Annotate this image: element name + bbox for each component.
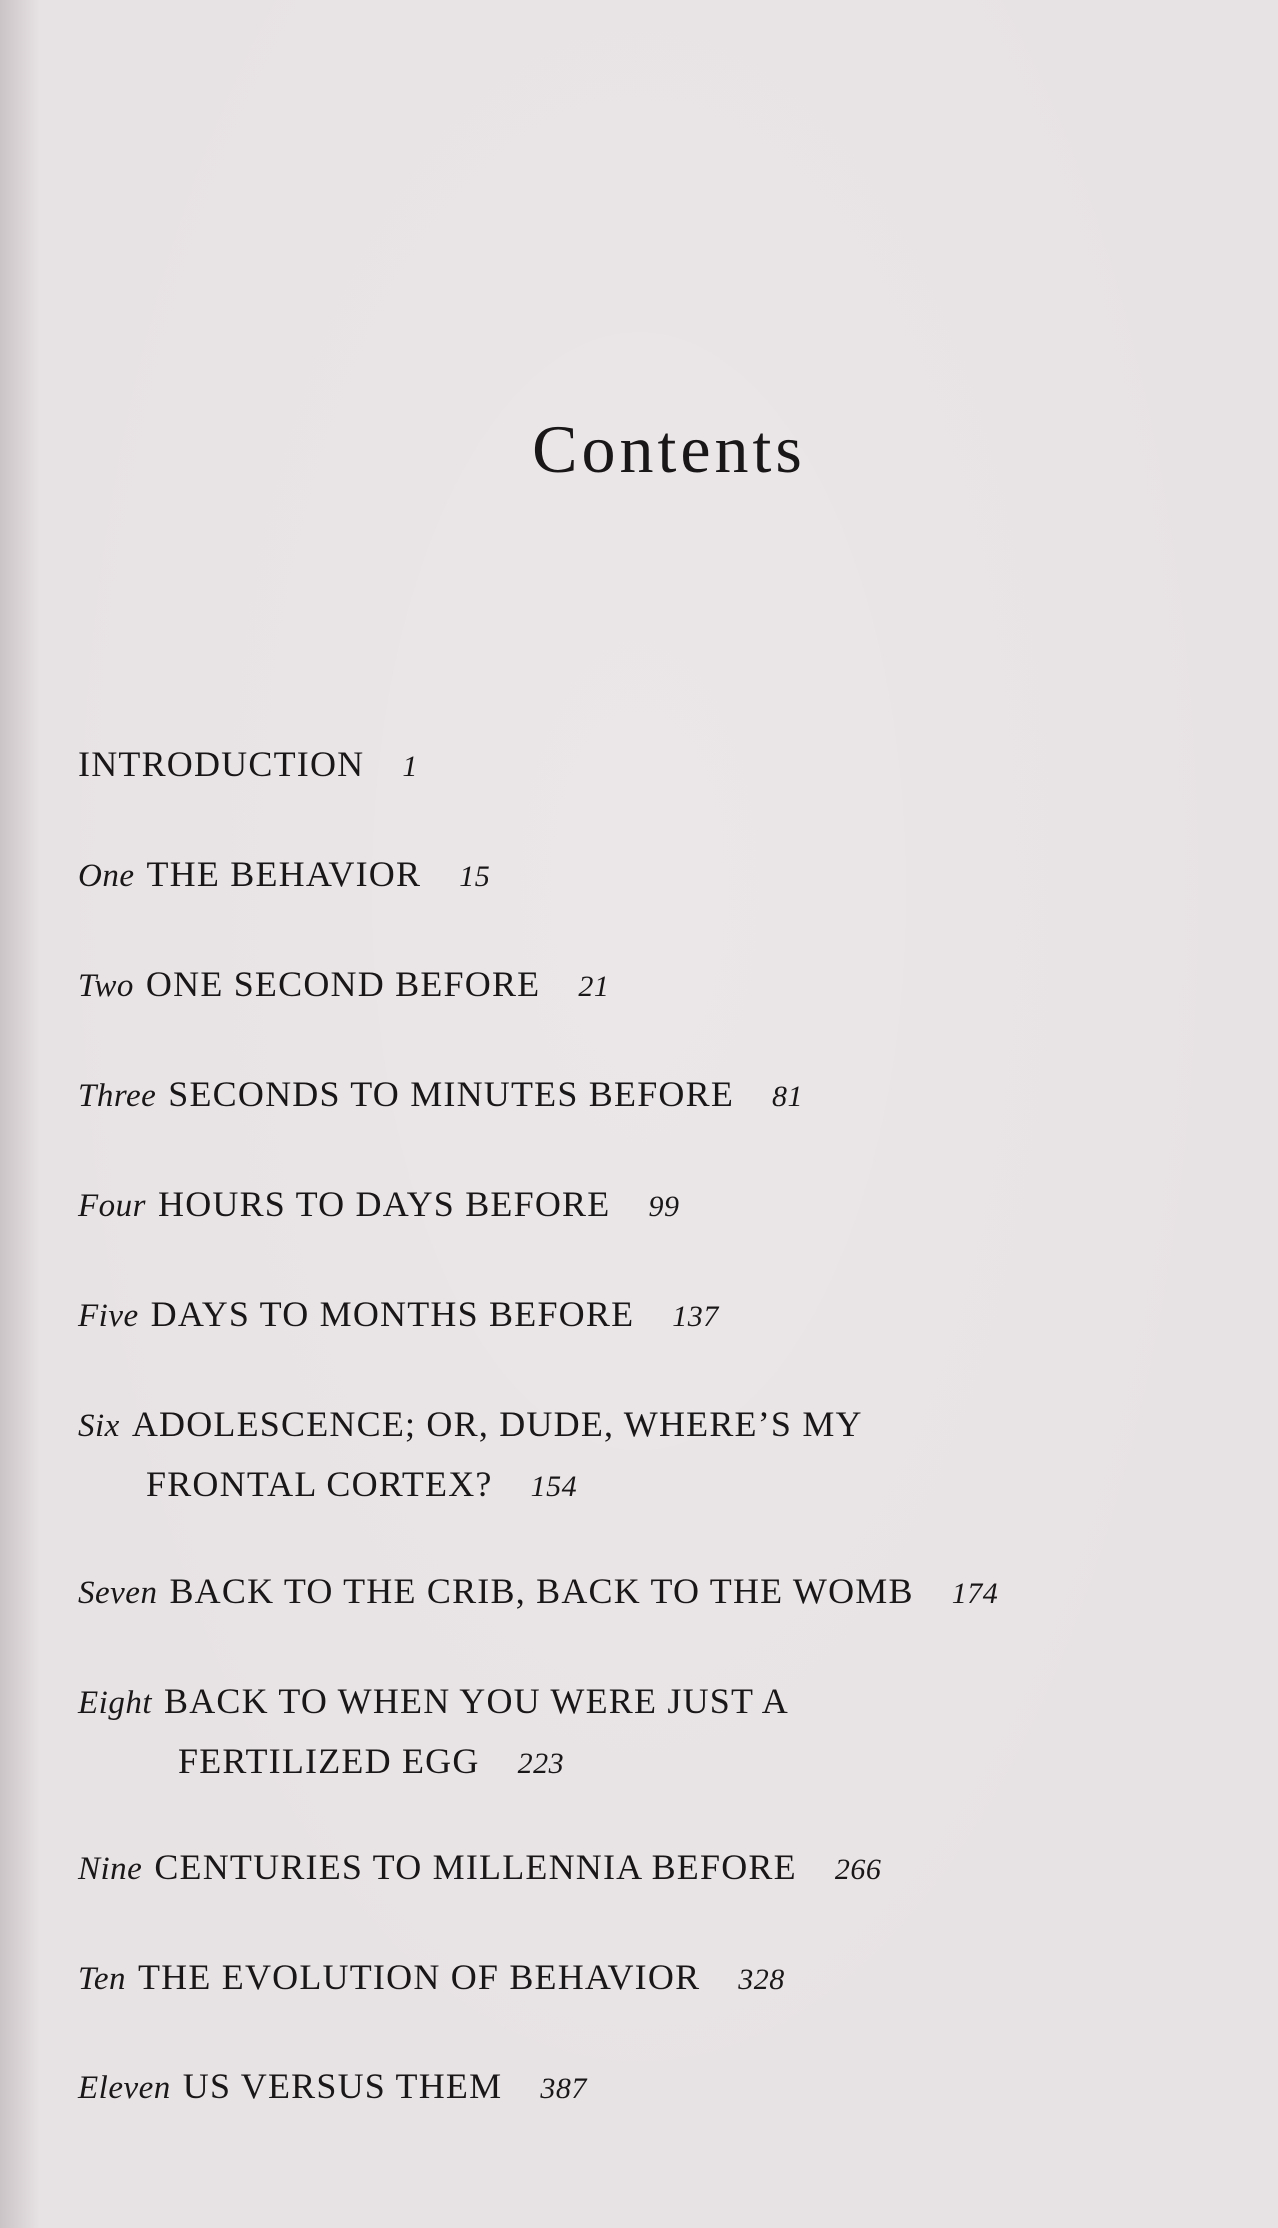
toc-entry-number: One: [78, 858, 135, 894]
toc-entry-page: 174: [951, 1577, 999, 1610]
toc-entry-chapter-nine: [78, 1838, 1228, 1899]
toc-entry-page: 387: [540, 2072, 587, 2105]
toc-entry-title: HOURS TO DAYS BEFORE: [158, 1184, 611, 1224]
toc-entry-chapter-seven: [78, 1562, 1228, 1623]
toc-entry-title: ADOLESCENCE; OR, DUDE, WHERE’S MY: [131, 1404, 863, 1444]
toc-entry-number: Nine: [78, 1851, 143, 1887]
page-edge-shadow: [0, 0, 40, 2228]
toc-entry-chapter-one: [78, 845, 1228, 906]
page-title: Contents: [532, 411, 806, 487]
toc-entry-title: THE BEHAVIOR: [146, 854, 422, 894]
toc-entry-page: 81: [772, 1080, 804, 1113]
toc-entry-title: BACK TO WHEN YOU WERE JUST A: [164, 1681, 789, 1721]
toc-entry-chapter-five: [78, 1285, 1228, 1346]
toc-entry-page: 21: [578, 970, 610, 1003]
toc-entry-number: Seven: [78, 1575, 158, 1611]
toc-entry-number: Three: [78, 1078, 157, 1114]
toc-entry-title-continuation: FRONTAL CORTEX?: [146, 1464, 493, 1504]
toc-entry-chapter-ten: [78, 1948, 1228, 2009]
toc-entry-number: Eleven: [78, 2070, 171, 2106]
toc-entry-title: BACK TO THE CRIB, BACK TO THE WOMB: [169, 1571, 914, 1611]
toc-entry-title: THE EVOLUTION OF BEHAVIOR: [137, 1957, 701, 1997]
toc-entry-page: 223: [517, 1747, 565, 1780]
toc-entry-chapter-four: [78, 1175, 1228, 1236]
toc-entry-chapter-six: [78, 1395, 1228, 1516]
toc-entry-page: 1: [402, 750, 418, 783]
toc-entry-number: Eight: [78, 1685, 152, 1721]
toc-entry-introduction: [78, 735, 1228, 796]
toc-entry-title: INTRODUCTION: [78, 744, 365, 784]
toc-entry-title: US VERSUS THEM: [182, 2066, 503, 2106]
toc-entry-page: 99: [648, 1190, 680, 1223]
toc-entry-page: 154: [530, 1470, 578, 1503]
toc-entry-number: Four: [78, 1188, 146, 1224]
toc-entry-page: 266: [834, 1853, 882, 1886]
toc-entry-page: 15: [459, 860, 491, 893]
toc-entry-number: Two: [78, 968, 134, 1004]
toc-entry-chapter-eight: [78, 1672, 1228, 1793]
toc-entry-chapter-two: [78, 955, 1228, 1016]
toc-entry-chapter-three: [78, 1065, 1228, 1126]
toc-entry-title: CENTURIES TO MILLENNIA BEFORE: [154, 1847, 797, 1887]
toc-entry-number: Five: [78, 1298, 139, 1334]
toc-entry-title: ONE SECOND BEFORE: [145, 964, 541, 1004]
toc-entry-page: 328: [738, 1963, 785, 1996]
toc-entry-page: 137: [672, 1300, 719, 1333]
toc-entry-chapter-eleven: [78, 2057, 1228, 2118]
toc-entry-title: DAYS TO MONTHS BEFORE: [150, 1294, 635, 1334]
toc-entry-title-continuation: FERTILIZED EGG: [178, 1741, 480, 1781]
toc-entry-number: Ten: [78, 1961, 126, 1997]
toc-entry-number: Six: [78, 1408, 120, 1444]
toc-entry-title: SECONDS TO MINUTES BEFORE: [168, 1074, 735, 1114]
